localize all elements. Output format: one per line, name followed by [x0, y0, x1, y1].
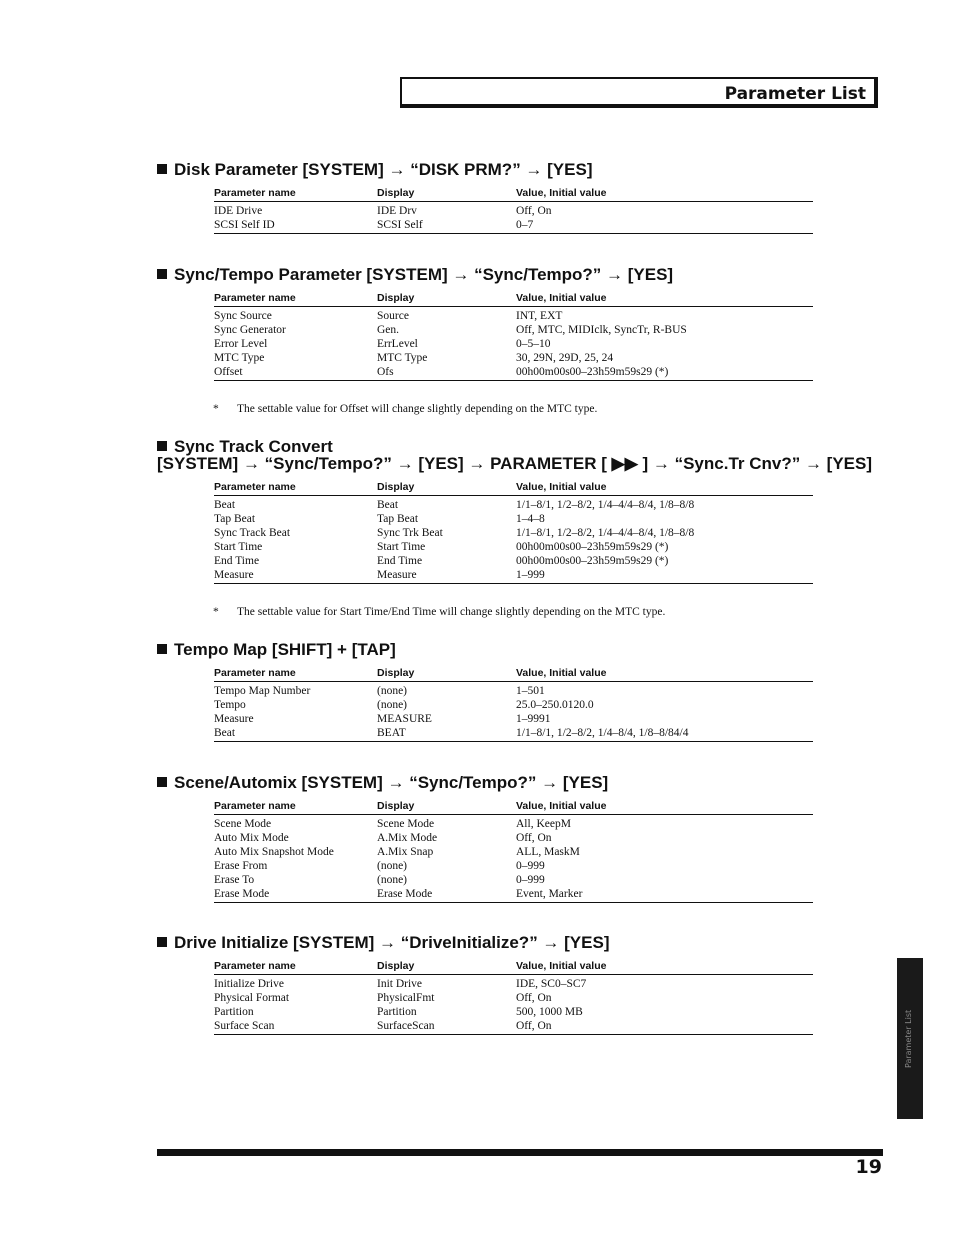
- column-header-display: Display: [377, 187, 516, 202]
- header-box: [400, 77, 878, 108]
- section-title: Drive Initialize [SYSTEM] → “DriveInitialize?” → [YES]: [157, 934, 817, 951]
- section-title-path: [SYSTEM] → “Sync/Tempo?” → [YES] → PARAMETER [ ▶▶ ] → “Sync.Tr Cnv?” → [YES]: [157, 454, 873, 473]
- table-row: SCSI Self ID SCSI Self 0–7: [214, 218, 813, 234]
- column-header-name: Parameter name: [214, 667, 377, 682]
- table-row: Initialize Drive Init Drive IDE, SC0–SC7: [214, 978, 587, 990]
- table-row: Surface Scan SurfaceScan Off, On: [214, 1019, 813, 1035]
- column-header-value: Value, Initial value: [516, 667, 813, 682]
- parameter-table: [214, 292, 813, 381]
- footnote-text: The settable value for Start Time/End Time will change slightly depending on the MTC type.: [237, 606, 666, 618]
- column-header-value: Value, Initial value: [516, 800, 813, 815]
- table-row: Erase Mode Erase Mode Event, Marker: [214, 887, 813, 903]
- parameter-table: [214, 960, 813, 1035]
- column-header-display: Display: [377, 960, 516, 975]
- side-tab-label: Parameter List: [904, 1009, 913, 1068]
- table-row: Beat Beat 1/1–8/1, 1/2–8/2, 1/4–4/4–8/4, 1/8–8/8: [214, 499, 695, 511]
- square-bullet-icon: [157, 441, 167, 451]
- square-bullet-icon: [157, 777, 167, 787]
- column-header-display: Display: [377, 667, 516, 682]
- table-row: Physical Format PhysicalFmt Off, On: [214, 992, 552, 1004]
- table-row: End Time End Time 00h00m00s00–23h59m59s29 (*): [214, 555, 669, 567]
- parameter-table: [214, 481, 813, 584]
- table-row: Offset Ofs 00h00m00s00–23h59m59s29 (*): [214, 365, 813, 381]
- column-header-name: Parameter name: [214, 187, 377, 202]
- section-title: Sync/Tempo Parameter [SYSTEM] → “Sync/Tempo?” → [YES]: [157, 266, 817, 283]
- parameter-table: [214, 800, 813, 903]
- footer-rule: [157, 1149, 883, 1156]
- section-sync-tempo-parameter: [157, 266, 817, 381]
- table-row: Partition Partition 500, 1000 MB: [214, 1006, 583, 1018]
- square-bullet-icon: [157, 164, 167, 174]
- parameter-table: [214, 187, 813, 234]
- footnote-text: The settable value for Offset will change slightly depending on the MTC type.: [237, 403, 598, 415]
- column-header-display: Display: [377, 292, 516, 307]
- section-title: Disk Parameter [SYSTEM] → “DISK PRM?” → [YES]: [157, 161, 817, 178]
- section-title: Scene/Automix [SYSTEM] → “Sync/Tempo?” → [YES]: [157, 774, 817, 791]
- table-row: Erase From (none) 0–999: [214, 860, 545, 872]
- column-header-name: Parameter name: [214, 800, 377, 815]
- footnote-marker: *: [213, 403, 219, 415]
- table-row: Scene Mode Scene Mode All, KeepM: [214, 818, 571, 830]
- section-drive-initialize: [157, 934, 817, 1035]
- page-header-title: Parameter List: [724, 84, 866, 104]
- table-row: MTC Type MTC Type 30, 29N, 29D, 25, 24: [214, 352, 614, 364]
- section-disk-parameter: [157, 161, 817, 234]
- footnote: [213, 403, 597, 415]
- table-row: Tempo (none) 25.0–250.0120.0: [214, 699, 594, 711]
- section-title: Sync Track Convert [SYSTEM] → “Sync/Tempo?” → [YES] → PARAMETER [ ▶▶ ] → “Sync.Tr Cnv?” → [YES]: [157, 437, 873, 473]
- table-row: Auto Mix Snapshot Mode A.Mix Snap ALL, MaskM: [214, 846, 580, 858]
- table-row: Measure Measure 1–999: [214, 568, 813, 584]
- table-row: Sync Source Source INT, EXT: [214, 310, 563, 322]
- column-header-name: Parameter name: [214, 960, 377, 975]
- square-bullet-icon: [157, 937, 167, 947]
- table-row: Tempo Map Number (none) 1–501: [214, 685, 545, 697]
- table-row: IDE Drive IDE Drv Off, On: [214, 205, 552, 217]
- column-header-value: Value, Initial value: [516, 292, 813, 307]
- table-row: Sync Generator Gen. Off, MTC, MIDIclk, SyncTr, R-BUS: [214, 324, 687, 336]
- section-title: Tempo Map [SHIFT] + [TAP]: [157, 641, 817, 658]
- table-row: Error Level ErrLevel 0–5–10: [214, 338, 551, 350]
- page-number: 19: [855, 1156, 882, 1178]
- column-header-name: Parameter name: [214, 481, 377, 496]
- column-header-value: Value, Initial value: [516, 960, 813, 975]
- column-header-display: Display: [377, 800, 516, 815]
- table-row: Measure MEASURE 1–9991: [214, 713, 551, 725]
- column-header-display: Display: [377, 481, 516, 496]
- table-row: Beat BEAT 1/1–8/1, 1/2–8/2, 1/4–8/4, 1/8–8/84/4: [214, 726, 813, 742]
- column-header-value: Value, Initial value: [516, 187, 813, 202]
- footnote: [213, 606, 665, 618]
- column-header-value: Value, Initial value: [516, 481, 813, 496]
- table-row: Start Time Start Time 00h00m00s00–23h59m59s29 (*): [214, 541, 669, 553]
- column-header-name: Parameter name: [214, 292, 377, 307]
- section-tempo-map: [157, 641, 817, 742]
- parameter-table: [214, 667, 813, 742]
- section-sync-track-convert: [157, 437, 873, 584]
- square-bullet-icon: [157, 644, 167, 654]
- table-row: Sync Track Beat Sync Trk Beat 1/1–8/1, 1/2–8/2, 1/4–4/4–8/4, 1/8–8/8: [214, 527, 695, 539]
- section-scene-automix: [157, 774, 817, 903]
- square-bullet-icon: [157, 269, 167, 279]
- table-row: Tap Beat Tap Beat 1–4–8: [214, 513, 545, 525]
- table-row: Auto Mix Mode A.Mix Mode Off, On: [214, 832, 552, 844]
- footnote-marker: *: [213, 606, 219, 618]
- table-row: Erase To (none) 0–999: [214, 874, 545, 886]
- side-thumb-tab: [897, 958, 923, 1119]
